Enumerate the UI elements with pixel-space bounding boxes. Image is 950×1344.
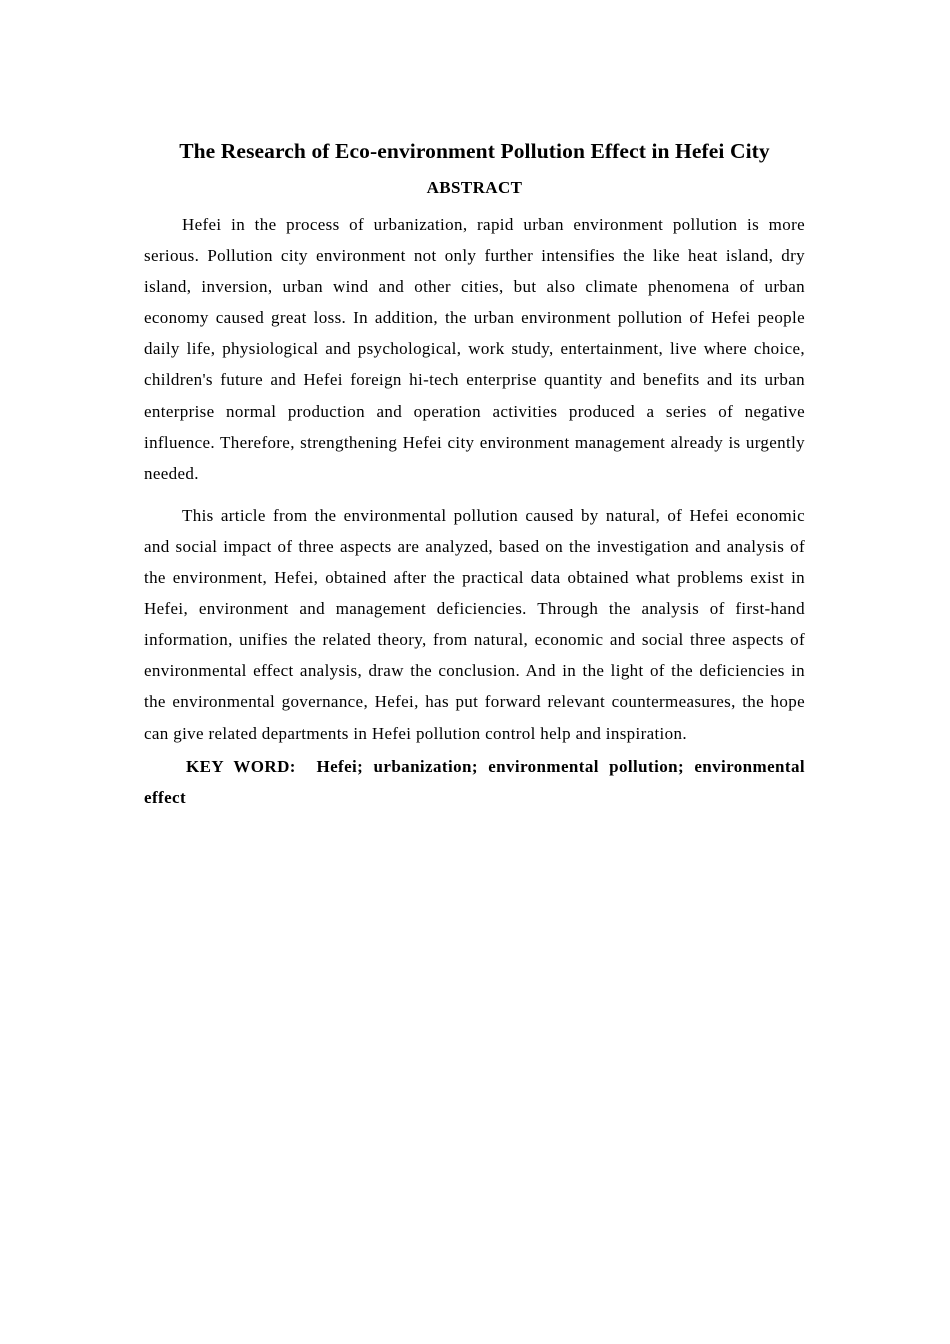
abstract-heading: ABSTRACT <box>426 178 523 197</box>
document-page <box>144 136 805 813</box>
abstract-paragraph-1: Hefei in the process of urbanization, rapid urban environment pollution is more serious. Pollution city environment not only further intensifies the like heat island, dry island, inversion, urban wind and other cities, but also climate phenomena of urban economy caused great loss. In addition, the urban environment pollution of Hefei people daily life, physiological and psychological, work study, entertainment, live where choice, children's future and Hefei foreign hi-tech enterprise quantity and benefits and its urban enterprise normal production and operation activities produced a series of negative influence. Therefore, strengthening Hefei city environment management already is urgently needed. <box>144 215 805 483</box>
abstract-paragraph-2: This article from the environmental pollution caused by natural, of Hefei economic and social impact of three aspects are analyzed, based on the investigation and analysis of the environment, Hefei, obtained after the practical data obtained what problems exist in Hefei, environment and management deficiencies. Through the analysis of first-hand information, unifies the related theory, from natural, economic and social three aspects of environmental effect analysis, draw the conclusion. And in the light of the deficiencies in the environmental governance, Hefei, has put forward relevant countermeasures, the hope can give related departments in Hefei pollution control help and inspiration. <box>144 505 805 743</box>
keywords-list: Hefei; urbanization; environmental pollution; environmental effect <box>144 756 805 807</box>
keywords <box>144 751 805 813</box>
paper-title: The Research of Eco-environment Pollution Effect in Hefei City <box>179 139 770 163</box>
keywords-label: KEY WORD: <box>186 756 296 776</box>
